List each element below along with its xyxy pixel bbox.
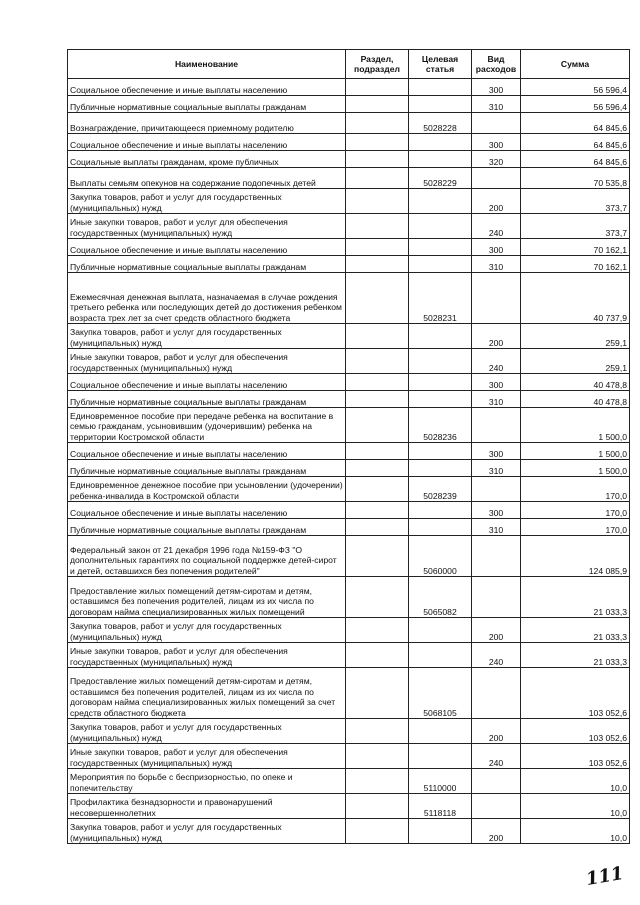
row-name: Публичные нормативные социальные выплаты гражданам <box>68 460 346 477</box>
row-section <box>346 536 409 577</box>
row-section <box>346 519 409 536</box>
row-type: 300 <box>472 134 521 151</box>
row-name: Вознаграждение, причитающееся приемному родителю <box>68 113 346 134</box>
table-row <box>68 324 630 349</box>
row-sum: 40 737,9 <box>521 273 630 324</box>
row-sum: 1 500,0 <box>521 460 630 477</box>
row-section <box>346 113 409 134</box>
row-section <box>346 79 409 96</box>
row-section <box>346 668 409 719</box>
row-target <box>409 719 472 744</box>
header-name: Наименование <box>68 50 346 79</box>
row-name: Выплаты семьям опекунов на содержание подопечных детей <box>68 168 346 189</box>
table-row <box>68 577 630 618</box>
table-row <box>68 151 630 168</box>
row-name: Социальное обеспечение и иные выплаты населению <box>68 374 346 391</box>
row-name: Социальное обеспечение и иные выплаты населению <box>68 239 346 256</box>
row-type <box>472 168 521 189</box>
header-type: Вид расходов <box>472 50 521 79</box>
table-row <box>68 519 630 536</box>
row-name: Закупка товаров, работ и услуг для государственных (муниципальных) нужд <box>68 324 346 349</box>
table-row <box>68 794 630 819</box>
row-target <box>409 519 472 536</box>
row-type: 310 <box>472 256 521 273</box>
row-type <box>472 794 521 819</box>
row-target <box>409 79 472 96</box>
row-target <box>409 443 472 460</box>
row-sum: 70 162,1 <box>521 239 630 256</box>
row-target <box>409 324 472 349</box>
row-section <box>346 214 409 239</box>
row-type: 200 <box>472 819 521 844</box>
row-sum: 10,0 <box>521 794 630 819</box>
row-name: Социальное обеспечение и иные выплаты населению <box>68 134 346 151</box>
row-type: 240 <box>472 214 521 239</box>
row-sum: 21 033,3 <box>521 618 630 643</box>
row-target <box>409 239 472 256</box>
row-name: Социальные выплаты гражданам, кроме публичных <box>68 151 346 168</box>
row-type: 300 <box>472 374 521 391</box>
row-target <box>409 374 472 391</box>
row-sum: 64 845,6 <box>521 113 630 134</box>
row-section <box>346 643 409 668</box>
row-target <box>409 744 472 769</box>
row-type: 300 <box>472 79 521 96</box>
row-sum: 1 500,0 <box>521 443 630 460</box>
row-sum: 10,0 <box>521 769 630 794</box>
table-row <box>68 643 630 668</box>
table-row <box>68 744 630 769</box>
row-type: 200 <box>472 618 521 643</box>
table-row <box>68 214 630 239</box>
row-name: Предоставление жилых помещений детям-сиротам и детям, оставшимся без попечения родителей, лицам из их числа по договорам найма специализированных жилых помещений за счет средств областного бюджета <box>68 668 346 719</box>
row-type: 240 <box>472 349 521 374</box>
table-row <box>68 668 630 719</box>
row-type: 300 <box>472 502 521 519</box>
row-target: 5118118 <box>409 794 472 819</box>
table-row <box>68 349 630 374</box>
row-section <box>346 769 409 794</box>
table-row <box>68 96 630 113</box>
row-sum: 170,0 <box>521 519 630 536</box>
row-section <box>346 151 409 168</box>
table-row <box>68 408 630 443</box>
row-name: Иные закупки товаров, работ и услуг для обеспечения государственных (муниципальных) нужд <box>68 643 346 668</box>
row-name: Ежемесячная денежная выплата, назначаемая в случае рождения третьего ребенка или последующих детей до достижения ребенком возраста трех лет за счет средств областного бюджета <box>68 273 346 324</box>
row-name: Иные закупки товаров, работ и услуг для обеспечения государственных (муниципальных) нужд <box>68 349 346 374</box>
row-sum: 64 845,6 <box>521 134 630 151</box>
row-sum: 56 596,4 <box>521 79 630 96</box>
table-row <box>68 239 630 256</box>
row-section <box>346 349 409 374</box>
row-sum: 259,1 <box>521 324 630 349</box>
table-row <box>68 391 630 408</box>
row-name: Иные закупки товаров, работ и услуг для обеспечения государственных (муниципальных) нужд <box>68 744 346 769</box>
row-section <box>346 618 409 643</box>
row-target <box>409 502 472 519</box>
row-name: Иные закупки товаров, работ и услуг для обеспечения государственных (муниципальных) нужд <box>68 214 346 239</box>
row-type: 300 <box>472 443 521 460</box>
table-row <box>68 189 630 214</box>
row-name: Публичные нормативные социальные выплаты гражданам <box>68 96 346 113</box>
row-sum: 21 033,3 <box>521 577 630 618</box>
row-target <box>409 349 472 374</box>
row-name: Единовременное пособие при передаче ребенка на воспитание в семью гражданам, усыновившим (удочерившим) ребенка на территории Костромской области <box>68 408 346 443</box>
row-sum: 259,1 <box>521 349 630 374</box>
row-target: 5110000 <box>409 769 472 794</box>
row-name: Закупка товаров, работ и услуг для государственных (муниципальных) нужд <box>68 189 346 214</box>
row-name: Закупка товаров, работ и услуг для государственных (муниципальных) нужд <box>68 819 346 844</box>
row-sum: 64 845,6 <box>521 151 630 168</box>
row-target: 5028229 <box>409 168 472 189</box>
row-sum: 373,7 <box>521 214 630 239</box>
row-name: Социальное обеспечение и иные выплаты населению <box>68 79 346 96</box>
row-target <box>409 134 472 151</box>
row-type <box>472 577 521 618</box>
row-target: 5065082 <box>409 577 472 618</box>
page-number: 111 <box>584 862 626 891</box>
row-name: Закупка товаров, работ и услуг для государственных (муниципальных) нужд <box>68 719 346 744</box>
row-type: 300 <box>472 239 521 256</box>
row-sum: 1 500,0 <box>521 408 630 443</box>
row-name: Социальное обеспечение и иные выплаты населению <box>68 502 346 519</box>
row-section <box>346 502 409 519</box>
row-section <box>346 96 409 113</box>
row-target: 5028239 <box>409 477 472 502</box>
row-sum: 124 085,9 <box>521 536 630 577</box>
row-name: Социальное обеспечение и иные выплаты населению <box>68 443 346 460</box>
row-target <box>409 151 472 168</box>
row-name: Закупка товаров, работ и услуг для государственных (муниципальных) нужд <box>68 618 346 643</box>
row-name: Публичные нормативные социальные выплаты гражданам <box>68 391 346 408</box>
row-target <box>409 819 472 844</box>
row-section <box>346 256 409 273</box>
table-row <box>68 477 630 502</box>
row-sum: 70 535,8 <box>521 168 630 189</box>
row-sum: 56 596,4 <box>521 96 630 113</box>
row-sum: 10,0 <box>521 819 630 844</box>
row-section <box>346 819 409 844</box>
table-body <box>68 79 630 844</box>
row-section <box>346 273 409 324</box>
row-type: 310 <box>472 96 521 113</box>
row-sum: 170,0 <box>521 477 630 502</box>
row-section <box>346 374 409 391</box>
row-name: Единовременное денежное пособие при усыновлении (удочерении) ребенка-инвалида в Костромской области <box>68 477 346 502</box>
row-section <box>346 443 409 460</box>
table-row <box>68 502 630 519</box>
row-sum: 103 052,6 <box>521 668 630 719</box>
row-sum: 103 052,6 <box>521 744 630 769</box>
row-type <box>472 408 521 443</box>
row-type: 310 <box>472 519 521 536</box>
table-row <box>68 168 630 189</box>
row-target: 5028228 <box>409 113 472 134</box>
row-target <box>409 391 472 408</box>
row-type: 200 <box>472 189 521 214</box>
row-name: Публичные нормативные социальные выплаты гражданам <box>68 519 346 536</box>
row-section <box>346 134 409 151</box>
table-row <box>68 769 630 794</box>
budget-table <box>67 49 630 844</box>
row-section <box>346 460 409 477</box>
table-row <box>68 719 630 744</box>
table-row <box>68 134 630 151</box>
table-row <box>68 113 630 134</box>
row-type <box>472 113 521 134</box>
table-row <box>68 536 630 577</box>
row-target <box>409 214 472 239</box>
row-section <box>346 324 409 349</box>
header-sum: Сумма <box>521 50 630 79</box>
row-sum: 70 162,1 <box>521 256 630 273</box>
table-row <box>68 256 630 273</box>
row-section <box>346 189 409 214</box>
row-type: 310 <box>472 391 521 408</box>
row-type: 200 <box>472 719 521 744</box>
row-type <box>472 477 521 502</box>
row-target <box>409 189 472 214</box>
row-section <box>346 577 409 618</box>
row-name: Федеральный закон от 21 декабря 1996 года №159-ФЗ "О дополнительных гарантиях по социальной поддержке детей-сирот и детей, оставшихся без попечения родителей" <box>68 536 346 577</box>
row-type: 240 <box>472 744 521 769</box>
row-section <box>346 719 409 744</box>
row-section <box>346 477 409 502</box>
table-header-row <box>68 50 630 79</box>
row-section <box>346 744 409 769</box>
row-section <box>346 168 409 189</box>
row-type: 200 <box>472 324 521 349</box>
row-target: 5028231 <box>409 273 472 324</box>
row-sum: 21 033,3 <box>521 643 630 668</box>
table-row <box>68 79 630 96</box>
row-name: Профилактика безнадзорности и правонарушений несовершеннолетних <box>68 794 346 819</box>
row-type <box>472 769 521 794</box>
row-target <box>409 256 472 273</box>
row-section <box>346 391 409 408</box>
row-target: 5028236 <box>409 408 472 443</box>
row-name: Публичные нормативные социальные выплаты гражданам <box>68 256 346 273</box>
table-row <box>68 618 630 643</box>
row-section <box>346 794 409 819</box>
table-row <box>68 374 630 391</box>
row-type: 320 <box>472 151 521 168</box>
row-sum: 103 052,6 <box>521 719 630 744</box>
row-sum: 373,7 <box>521 189 630 214</box>
row-target <box>409 460 472 477</box>
header-target: Целевая статья <box>409 50 472 79</box>
row-name: Предоставление жилых помещений детям-сиротам и детям, оставшимся без попечения родителей, лицам из их числа по договорам найма специализированных жилых помещений <box>68 577 346 618</box>
row-target: 5068105 <box>409 668 472 719</box>
table-row <box>68 443 630 460</box>
row-target <box>409 96 472 113</box>
row-sum: 40 478,8 <box>521 374 630 391</box>
table-row <box>68 460 630 477</box>
header-section: Раздел, подраздел <box>346 50 409 79</box>
row-type: 240 <box>472 643 521 668</box>
table-row <box>68 819 630 844</box>
row-type <box>472 536 521 577</box>
row-target <box>409 643 472 668</box>
row-type: 310 <box>472 460 521 477</box>
row-sum: 170,0 <box>521 502 630 519</box>
row-target: 5060000 <box>409 536 472 577</box>
table-row <box>68 273 630 324</box>
row-name: Мероприятия по борьбе с беспризорностью, по опеке и попечительству <box>68 769 346 794</box>
row-sum: 40 478,8 <box>521 391 630 408</box>
row-type <box>472 668 521 719</box>
row-target <box>409 618 472 643</box>
row-section <box>346 239 409 256</box>
row-section <box>346 408 409 443</box>
row-type <box>472 273 521 324</box>
